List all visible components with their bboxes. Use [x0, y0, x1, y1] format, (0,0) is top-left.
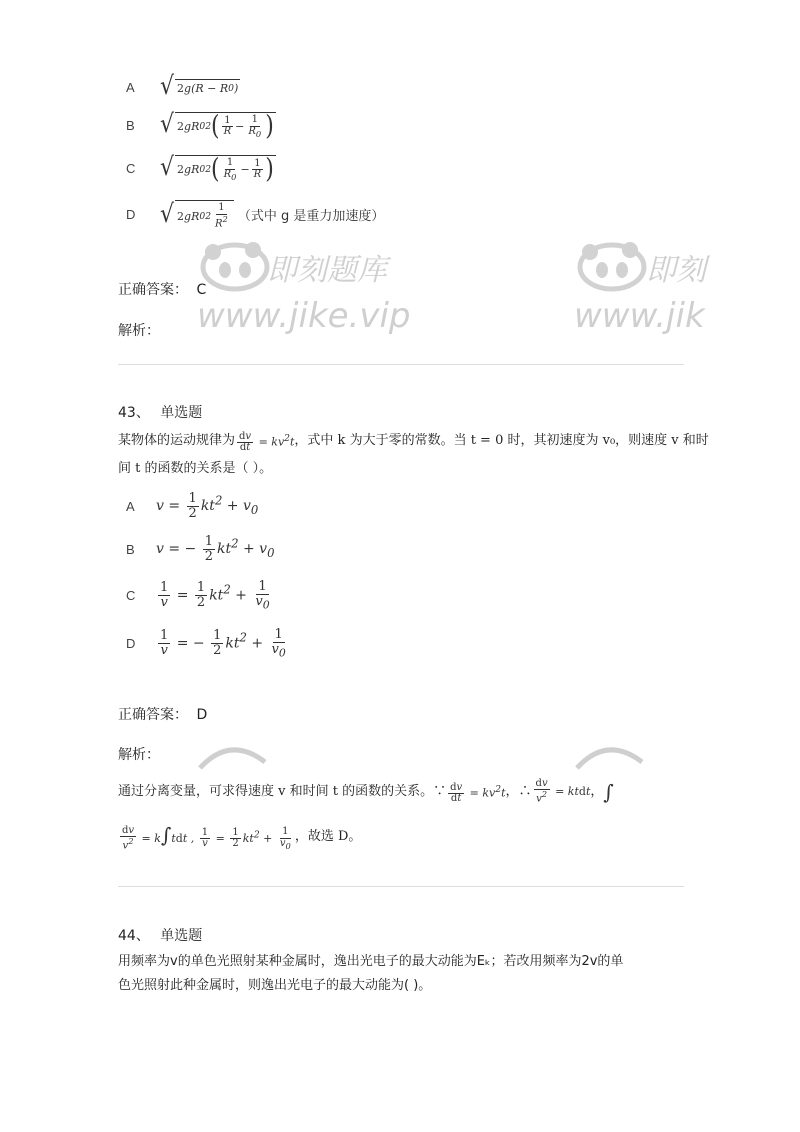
option-letter: A [126, 498, 135, 514]
q42-option-c-formula: √ 2 gR 0 2 ( $\frac{1}{R_0}$ − $\frac{1}{R}$ ) [160, 153, 274, 185]
q42-option-d[interactable] [126, 200, 384, 229]
q43-analysis [118, 772, 684, 862]
q44-stem-line2: 色光照射此种金属时，则逸出光电子的最大动能为( )。 [118, 978, 432, 993]
q43-stem-line2: 间 t 的函数的关系是（ ）。 [118, 460, 273, 476]
option-letter: B [126, 541, 135, 557]
q43-analysis-line1: 通过分离变量，可求得速度 v 和时间 t 的函数的关系。∵ $\frac{dv}{dt}$ = $kv^2t$ ，∴ $\frac{dv}{v^2}$ = ktdt ， ∫ [118, 772, 684, 812]
q43-option-a-formula: v = $\frac{1}{2}$ $kt^2 + v_0$ [156, 491, 259, 521]
q42-option-a[interactable] [126, 72, 240, 101]
q43-stem-formula: $\frac{dv}{dt}$ = $kv^2t$ [239, 430, 295, 454]
watermark-logo-left [195, 232, 435, 382]
q43-analysis-line2: $\frac{dv}{v^2}$ = k∫tdt , $\frac{1}{v}$ = $\frac{1}{2}$ $kt^2$ + $\frac{1}{v_0}$ ，故选 D。 [118, 812, 684, 862]
option-letter: C [126, 160, 136, 176]
q43-option-b[interactable] [126, 535, 275, 563]
option-letter: D [126, 207, 136, 223]
divider [118, 364, 684, 365]
answer-value: C [196, 282, 207, 298]
question-number: 44、 [118, 928, 150, 944]
svg-text:www.jik: www.jik [574, 296, 705, 336]
q42-option-b-formula: √ 2 gR 0 2 ( $\frac{1}{R}$ − $\frac{1}{R_0}$ ) [160, 110, 274, 142]
q42-option-c[interactable] [126, 153, 276, 185]
q42-option-d-note: （式中 g 是重力加速度） [237, 209, 385, 225]
q42-analysis-label: 解析： [118, 323, 160, 339]
answer-value: D [196, 707, 208, 723]
q43-option-b-formula: v = − $\frac{1}{2}$ $kt^2 + v_0$ [156, 534, 275, 564]
q42-option-a-formula: √ 2 g(R − R 0 ) [160, 72, 239, 101]
q43-option-d[interactable] [126, 628, 290, 659]
watermark-fragment-left [195, 740, 275, 770]
option-letter: A [126, 79, 135, 95]
q44-header [118, 925, 202, 945]
q43-option-d-formula: $\frac{1}{v}$ = − $\frac{1}{2}$ $kt^2$ + $\frac{1}{v_0}$ [160, 627, 286, 660]
q43-header [118, 402, 202, 422]
option-letter: B [126, 117, 135, 133]
q43-analysis-formula-1: $\frac{dv}{dt}$ = $kv^2t$ [450, 781, 506, 805]
integral-sign: ∫ [603, 780, 614, 804]
svg-text:即刻题库: 即刻题库 [267, 253, 387, 288]
q44-stem-line1: 用频率为v的单色光照射某种金属时，逸出光电子的最大动能为Eₖ；若改用频率为2v的单 [118, 954, 624, 969]
q42-answer-row [118, 279, 206, 299]
q43-option-a[interactable] [126, 492, 258, 520]
q43-option-c-formula: $\frac{1}{v}$ = $\frac{1}{2}$ $kt^2$ + $\frac{1}{v_0}$ [160, 579, 270, 612]
answer-label: 正确答案： [118, 282, 188, 298]
q43-stem-line1: 某物体的运动规律为 $\frac{dv}{dt}$ = $kv^2t$ ，式中 k 为大于零的常数。当 t = 0 时，其初速度为 v₀，则速度 v 和时 [118, 426, 688, 456]
svg-text:www.jike.vip: www.jike.vip [197, 296, 411, 336]
option-letter: D [126, 635, 136, 651]
q43-analysis-formula-2: $\frac{dv}{v^2}$ = ktdt [535, 777, 591, 805]
q42-option-d-formula: √ 2 gR 0 2 $\frac{1}{R^2}$ [160, 200, 234, 229]
svg-text:即刻: 即刻 [646, 253, 706, 288]
q43-analysis-label: 解析： [118, 747, 160, 763]
q43-analysis-formula-3: $\frac{dv}{v^2}$ = k∫tdt , $\frac{1}{v}$ = $\frac{1}{2}$ $kt^2$ + $\frac{1}{v_0}$ [122, 822, 291, 852]
answer-label: 正确答案： [118, 707, 188, 723]
divider [118, 886, 684, 887]
q43-stem [118, 426, 709, 482]
question-type: 单选题 [160, 928, 203, 944]
watermark-fragment-right [572, 740, 652, 770]
q42-option-b[interactable] [126, 110, 276, 142]
watermark-logo-right [572, 232, 800, 382]
q43-option-c[interactable] [126, 580, 274, 611]
q44-stem [118, 950, 688, 998]
question-number: 43、 [118, 405, 150, 421]
q43-answer-row [118, 704, 207, 724]
option-letter: C [126, 587, 136, 603]
question-type: 单选题 [160, 405, 203, 421]
